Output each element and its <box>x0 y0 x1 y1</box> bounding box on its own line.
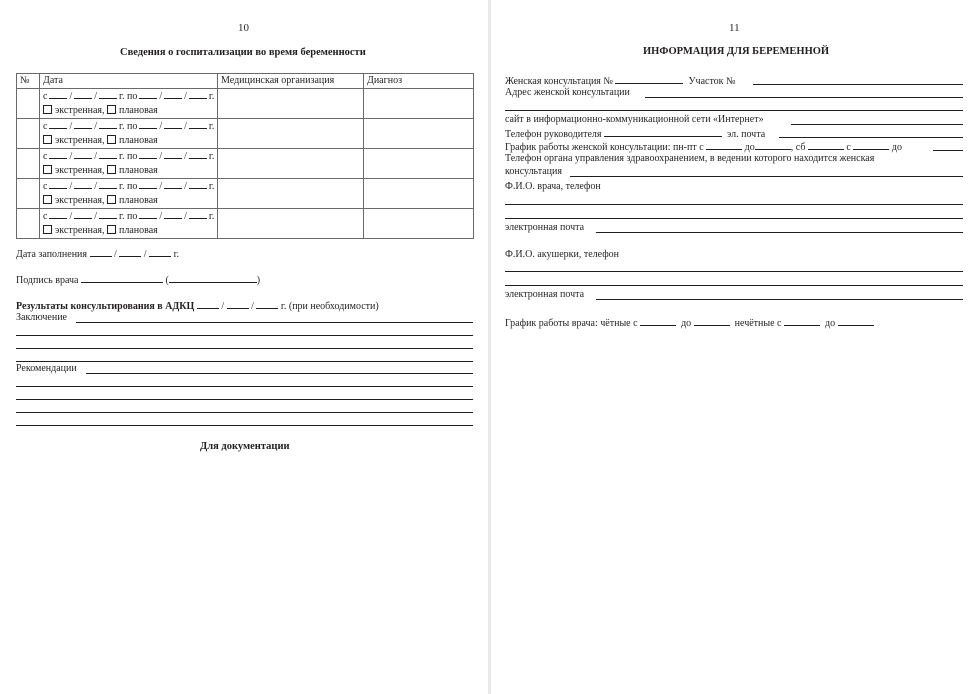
fill-date: Дата заполнения / / г. <box>16 249 180 260</box>
schedule-sat-from-field[interactable] <box>808 140 844 150</box>
date-from-day[interactable] <box>49 179 67 189</box>
head-email-field[interactable] <box>779 137 963 138</box>
recommendations-line[interactable] <box>16 412 473 413</box>
pregnant-info-title: ИНФОРМАЦИЯ ДЛЯ БЕРЕМЕННОЙ <box>643 46 830 57</box>
consultation-number-field[interactable] <box>615 74 683 84</box>
conclusion-line[interactable] <box>16 348 473 349</box>
header-diagnosis: Диагноз <box>364 74 474 89</box>
date-from-year[interactable] <box>99 149 117 159</box>
website-field[interactable] <box>791 124 963 125</box>
fill-day-field[interactable] <box>90 247 112 257</box>
row-number-cell[interactable] <box>17 209 40 239</box>
row-organization-cell[interactable] <box>218 119 364 149</box>
right-page <box>491 0 979 694</box>
row-diagnosis-cell[interactable] <box>364 149 474 179</box>
table-row <box>17 179 474 209</box>
date-to-year[interactable] <box>189 149 207 159</box>
planned-checkbox[interactable] <box>107 135 116 144</box>
row-diagnosis-cell[interactable] <box>364 179 474 209</box>
date-from-month[interactable] <box>74 209 92 219</box>
left-page <box>0 0 488 694</box>
date-from-month[interactable] <box>74 89 92 99</box>
date-to-month[interactable] <box>164 209 182 219</box>
row-organization-cell[interactable] <box>218 149 364 179</box>
schedule-sat-to-field[interactable] <box>933 150 963 151</box>
date-to-day[interactable] <box>139 149 157 159</box>
signature-field[interactable] <box>81 273 163 283</box>
head-phone-field[interactable] <box>604 127 722 137</box>
schedule-weekday-to-field[interactable] <box>755 140 791 150</box>
row-date-cell: с / / г. по / / г. экстренная, плановая <box>40 89 218 119</box>
hospitalization-title: Сведения о госпитализации во время беременности <box>120 47 366 58</box>
date-from-month[interactable] <box>74 149 92 159</box>
emergency-checkbox[interactable] <box>43 225 52 234</box>
doctor-schedule: График работы врача: чётные с до нечётные с до <box>505 316 874 330</box>
doctor-label: Ф.И.О. врача, телефон <box>505 181 601 192</box>
date-from-month[interactable] <box>74 119 92 129</box>
even-from-field[interactable] <box>640 316 676 326</box>
row-date-cell: с / / г. по / / г. экстренная, плановая <box>40 209 218 239</box>
odd-to-field[interactable] <box>838 316 874 326</box>
header-date: Дата <box>40 74 218 89</box>
page-number: 10 <box>238 22 249 34</box>
date-from-year[interactable] <box>99 209 117 219</box>
date-from-day[interactable] <box>49 149 67 159</box>
hospitalization-table <box>16 73 474 239</box>
health-authority-line1: Телефон органа управления здравоохранением, в ведении которого находится женская <box>505 153 875 164</box>
fill-year-field[interactable] <box>149 247 171 257</box>
date-to-day[interactable] <box>139 179 157 189</box>
planned-checkbox[interactable] <box>107 165 116 174</box>
date-to-year[interactable] <box>189 119 207 129</box>
doctor-field[interactable] <box>505 218 963 219</box>
date-from-day[interactable] <box>49 119 67 129</box>
date-from-year[interactable] <box>99 89 117 99</box>
doctor-email-field[interactable] <box>596 232 963 233</box>
address-label: Адрес женской консультации <box>505 87 630 98</box>
conclusion-line[interactable] <box>16 335 473 336</box>
row-number-cell[interactable] <box>17 149 40 179</box>
doctor-signature: Подпись врача ( ) <box>16 275 261 286</box>
table-row <box>17 119 474 149</box>
documentation-title: Для документации <box>200 441 290 452</box>
row-number-cell[interactable] <box>17 89 40 119</box>
date-to-month[interactable] <box>164 119 182 129</box>
consultation-schedule: График работы женской консультации: пн-пт с до , сб с до <box>505 142 902 153</box>
emergency-checkbox[interactable] <box>43 165 52 174</box>
row-date-cell: с / / г. по / / г. экстренная, плановая <box>40 149 218 179</box>
date-from-day[interactable] <box>49 209 67 219</box>
district-field[interactable] <box>753 84 963 85</box>
schedule-weekday-from-field[interactable] <box>706 140 742 150</box>
date-to-month[interactable] <box>164 89 182 99</box>
date-to-year[interactable] <box>189 179 207 189</box>
midwife-field[interactable] <box>505 271 963 272</box>
planned-checkbox[interactable] <box>107 225 116 234</box>
header-organization: Медицинская организация <box>218 74 364 89</box>
recommendations-line[interactable] <box>86 373 473 374</box>
date-to-day[interactable] <box>139 89 157 99</box>
table-row <box>17 149 474 179</box>
date-to-year[interactable] <box>189 89 207 99</box>
midwife-email-label: электронная почта <box>505 289 585 300</box>
midwife-field[interactable] <box>505 285 963 286</box>
address-field[interactable] <box>505 110 963 111</box>
row-number-cell[interactable] <box>17 179 40 209</box>
date-from-day[interactable] <box>49 89 67 99</box>
midwife-label: Ф.И.О. акушерки, телефон <box>505 249 620 260</box>
recommendations-line[interactable] <box>16 425 473 426</box>
odd-from-field[interactable] <box>784 316 820 326</box>
row-organization-cell[interactable] <box>218 89 364 119</box>
row-number-cell[interactable] <box>17 119 40 149</box>
even-to-field[interactable] <box>694 316 730 326</box>
emergency-checkbox[interactable] <box>43 105 52 114</box>
row-date-cell: с / / г. по / / г. экстренная, плановая <box>40 179 218 209</box>
website-label: сайт в информационно-коммуникационной сети «Интернет» <box>505 114 764 125</box>
emergency-checkbox[interactable] <box>43 135 52 144</box>
head-phone: Телефон руководителя эл. почта <box>505 129 766 140</box>
consultation-number: Женская консультация № Участок № <box>505 76 736 87</box>
page-number: 11 <box>729 22 740 34</box>
planned-checkbox[interactable] <box>107 105 116 114</box>
row-organization-cell[interactable] <box>218 209 364 239</box>
address-field[interactable] <box>645 97 963 98</box>
health-authority-field[interactable] <box>570 176 963 177</box>
table-row <box>17 209 474 239</box>
conclusion-line[interactable] <box>76 322 473 323</box>
row-diagnosis-cell[interactable] <box>364 119 474 149</box>
row-organization-cell[interactable] <box>218 179 364 209</box>
recommendations-line[interactable] <box>16 399 473 400</box>
adkc-day-field[interactable] <box>197 299 219 309</box>
date-from-year[interactable] <box>99 119 117 129</box>
health-authority-line2: консультация <box>505 166 562 177</box>
date-to-day[interactable] <box>139 119 157 129</box>
fill-month-field[interactable] <box>119 247 141 257</box>
adkc-month-field[interactable] <box>227 299 249 309</box>
date-to-day[interactable] <box>139 209 157 219</box>
adkc-results: Результаты консультирования в АДКЦ / / г. (при необходимости) <box>16 301 379 312</box>
date-from-month[interactable] <box>74 179 92 189</box>
doctor-field[interactable] <box>505 204 963 205</box>
adkc-year-field[interactable] <box>256 299 278 309</box>
date-to-month[interactable] <box>164 149 182 159</box>
conclusion-label: Заключение <box>16 312 67 323</box>
date-to-month[interactable] <box>164 179 182 189</box>
table-row <box>17 89 474 119</box>
doctor-email-label: электронная почта <box>505 222 585 233</box>
date-to-year[interactable] <box>189 209 207 219</box>
signature-name-field[interactable] <box>169 273 257 283</box>
row-date-cell: с / / г. по / / г. экстренная, плановая <box>40 119 218 149</box>
recommendations-label: Рекомендации <box>16 363 77 374</box>
recommendations-line[interactable] <box>16 386 473 387</box>
conclusion-line[interactable] <box>16 361 473 362</box>
midwife-email-field[interactable] <box>596 299 963 300</box>
planned-checkbox[interactable] <box>107 195 116 204</box>
date-from-year[interactable] <box>99 179 117 189</box>
schedule-sat-field[interactable] <box>853 140 889 150</box>
row-diagnosis-cell[interactable] <box>364 89 474 119</box>
header-number: № <box>17 74 40 89</box>
emergency-checkbox[interactable] <box>43 195 52 204</box>
row-diagnosis-cell[interactable] <box>364 209 474 239</box>
